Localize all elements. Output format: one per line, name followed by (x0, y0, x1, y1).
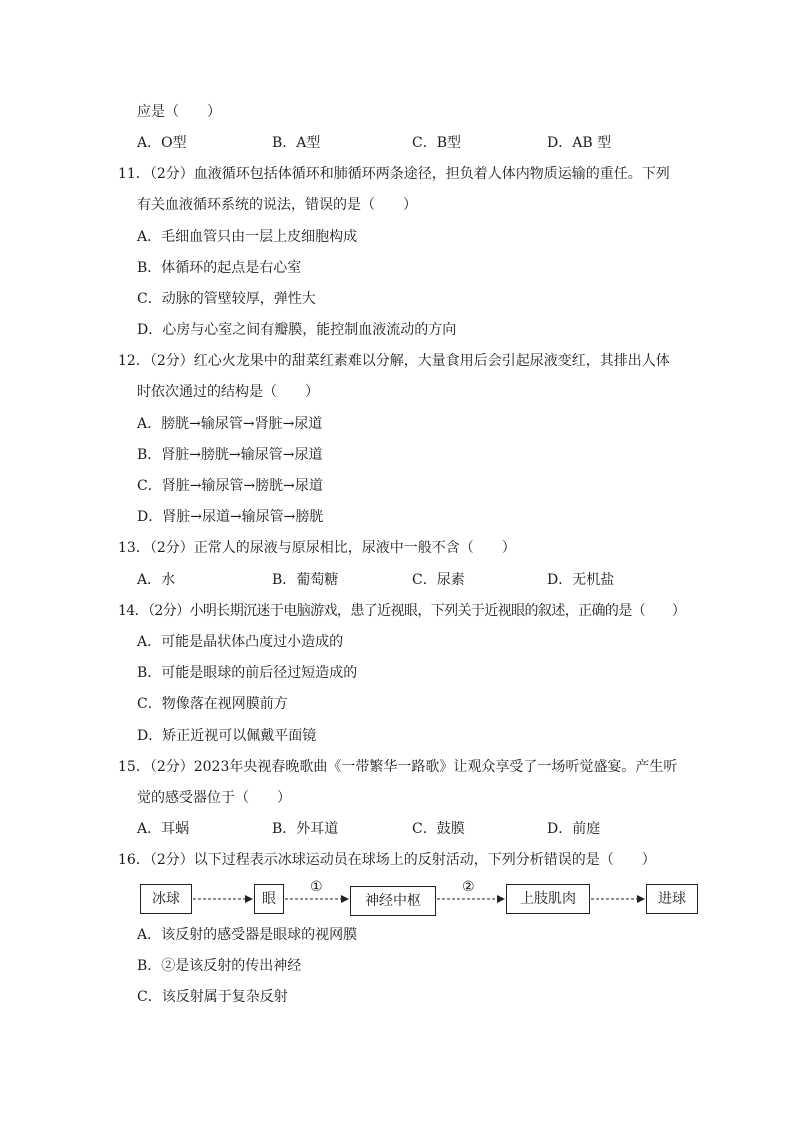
diagram-box-stimulus: 冰球 (140, 884, 192, 914)
q15-stem-line1: 15．（2分）2023年央视春晚歌曲《一带繁华一路歌》让观众享受了一场听觉盛宴。产生听 (118, 759, 678, 775)
q16-option-b[interactable]: B．②是该反射的传出神经 (137, 958, 302, 974)
q16-option-a[interactable]: A．该反射的感受器是眼球的视网膜 (137, 927, 358, 943)
q10-option-c[interactable]: C．B型 (412, 135, 461, 151)
q13-option-c[interactable]: C．尿素 (412, 572, 465, 588)
q15-option-c[interactable]: C．鼓膜 (412, 821, 465, 837)
q12-option-d[interactable]: D．肾脏→尿道→输尿管→膀胱 (137, 509, 324, 525)
q11-option-c[interactable]: C．动脉的管壁较厚，弹性大 (137, 291, 316, 307)
q13-stem: 13．（2分）正常人的尿液与原尿相比，尿液中一般不含（ ） (118, 540, 516, 556)
diagram-box-receptor: 眼 (254, 884, 284, 914)
q10-option-d[interactable]: D．AB 型 (547, 135, 612, 151)
q13-option-b[interactable]: B．葡萄糖 (272, 572, 339, 588)
q15-option-b[interactable]: B．外耳道 (272, 821, 339, 837)
diagram-label-2: ② (462, 879, 475, 895)
q13-option-a[interactable]: A．水 (137, 572, 176, 588)
diagram-box-result: 进球 (646, 884, 698, 914)
q10-option-a[interactable]: A．O型 (137, 135, 187, 151)
q11-option-d[interactable]: D．心房与心室之间有瓣膜，能控制血液流动的方向 (137, 322, 457, 338)
q14-option-d[interactable]: D．矫正近视可以佩戴平面镜 (137, 728, 317, 744)
q16-stem: 16．（2分）以下过程表示冰球运动员在球场上的反射活动，下列分析错误的是（ ） (118, 852, 656, 868)
q14-option-b[interactable]: B．可能是眼球的前后径过短造成的 (137, 665, 358, 681)
diagram-box-center: 神经中枢 (350, 886, 436, 916)
q12-option-b[interactable]: B．肾脏→膀胱→输尿管→尿道 (137, 447, 323, 463)
q11-option-b[interactable]: B．体循环的起点是右心室 (137, 260, 302, 276)
q14-stem: 14．（2分）小明长期沉迷于电脑游戏，患了近视眼，下列关于近视眼的叙述，正确的是（ ） (118, 603, 686, 619)
q12-stem-line1: 12．（2分）红心火龙果中的甜菜红素难以分解，大量食用后会引起尿液变红，其排出人体 (118, 353, 670, 369)
q11-option-a[interactable]: A．毛细血管只由一层上皮细胞构成 (137, 229, 358, 245)
q14-option-a[interactable]: A．可能是晶状体凸度过小造成的 (137, 634, 344, 650)
q12-stem-line2: 时依次通过的结构是（ ） (137, 384, 319, 400)
q13-option-d[interactable]: D．无机盐 (547, 572, 615, 588)
q11-stem-line2: 有关血液循环系统的说法，错误的是（ ） (137, 197, 417, 213)
q12-option-c[interactable]: C．肾脏→输尿管→膀胱→尿道 (137, 478, 323, 494)
q15-option-a[interactable]: A．耳蜗 (137, 821, 190, 837)
q10-option-b[interactable]: B．A型 (272, 135, 321, 151)
diagram-label-1: ① (310, 879, 323, 895)
q15-stem-line2: 觉的感受器位于（ ） (137, 790, 291, 806)
q12-option-a[interactable]: A．膀胱→输尿管→肾脏→尿道 (137, 416, 323, 432)
q14-option-c[interactable]: C．物像落在视网膜前方 (137, 696, 288, 712)
q11-stem-line1: 11．（2分）血液循环包括体循环和肺循环两条途径，担负着人体内物质运输的重任。下列 (118, 166, 670, 182)
q15-option-d[interactable]: D．前庭 (547, 821, 601, 837)
diagram-box-effector: 上肢肌肉 (506, 884, 590, 914)
q10-stem: 应是（ ） (137, 104, 221, 120)
q16-option-c[interactable]: C．该反射属于复杂反射 (137, 989, 288, 1005)
